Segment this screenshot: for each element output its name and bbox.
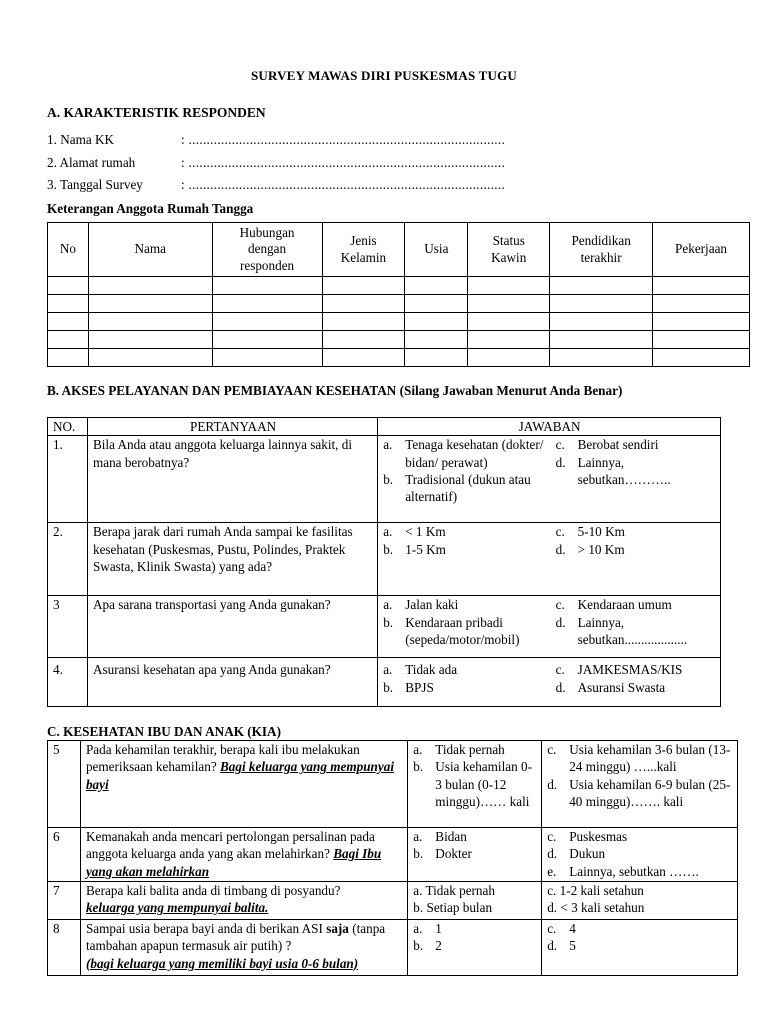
question-text: Apa sarana transportasi yang Anda gunakan? (87, 596, 377, 658)
answer-option-b[interactable]: b. Setiap bulan (413, 900, 493, 916)
col-header-nama: Nama (88, 223, 212, 277)
answer-option-c[interactable]: c. JAMKESMAS/KIS (555, 662, 683, 678)
answer-options-right (551, 658, 721, 707)
answer-option-c[interactable]: c. 5-10 Km (555, 524, 625, 540)
answer-option-e[interactable]: e. Lainnya, sebutkan ……. (547, 863, 699, 879)
col-header-pendidikan: Pendidikan terakhir (550, 223, 653, 277)
answer-option-a[interactable]: a. Bidan (413, 829, 467, 844)
target-note: keluarga yang mempunyai balita. (85, 900, 269, 916)
answer-options-right (551, 596, 721, 658)
answer-option-c[interactable]: c. Puskesmas (547, 829, 628, 844)
field-alamat-blank[interactable]: : ........................................................................................ (181, 155, 506, 170)
question-number: 8 (48, 920, 81, 976)
answer-options-left (408, 828, 542, 882)
col-header-no: NO. (48, 418, 88, 436)
section-b-heading: B. AKSES PELAYANAN DAN PEMBIAYAAN KESEHATAN (Silang Jawaban Menurut Anda Benar) (47, 383, 623, 398)
question-number: 4. (48, 658, 88, 707)
answer-options-left (378, 596, 551, 658)
col-header-no: No (48, 223, 89, 277)
answer-option-c[interactable]: c. Berobat sendiri (555, 437, 659, 453)
question-row (48, 596, 721, 658)
answer-options-right (542, 741, 738, 828)
answer-options-left (378, 523, 551, 596)
household-table-header (48, 223, 750, 277)
question-text: Berapa kali balita anda di timbang di posyandu? keluarga yang mempunyai balita. (80, 882, 407, 920)
answer-option-d[interactable]: d. Usia kehamilan 6-9 bulan (25-40 minggu)……. kali (547, 776, 731, 809)
answer-option-d[interactable]: d. Lainnya, sebutkan................... (555, 614, 688, 647)
answer-option-d[interactable]: d. < 3 kali setahun (547, 900, 645, 916)
target-note: Bagi Ibu yang akan melahirkan (85, 846, 382, 879)
answer-option-a[interactable]: a. < 1 Km (383, 524, 446, 540)
answer-options-right (551, 523, 721, 596)
section-c-table (47, 740, 738, 976)
section-a-heading: A. KARAKTERISTIK RESPONDEN (47, 105, 266, 120)
answer-options-left (408, 920, 542, 976)
answer-options-right (551, 436, 721, 523)
answer-option-b[interactable]: b. 1-5 Km (383, 541, 446, 557)
answer-options-right (542, 920, 738, 976)
col-header-usia: Usia (405, 223, 468, 277)
question-number: 5 (48, 741, 81, 828)
section-b-table-header (48, 418, 721, 436)
answer-option-d[interactable]: d. 5 (547, 938, 576, 954)
page-title: SURVEY MAWAS DIRI PUSKESMAS TUGU (251, 68, 517, 83)
answer-option-b[interactable]: b. Dokter (413, 846, 472, 862)
field-label-tanggal: 3. Tanggal Survey (47, 177, 143, 192)
table-row[interactable] (48, 295, 750, 313)
answer-option-a[interactable]: a. 1 (413, 921, 442, 936)
question-row (48, 741, 738, 828)
answer-option-c[interactable]: c. Kendaraan umum (555, 597, 672, 613)
table-row[interactable] (48, 349, 750, 367)
question-row (48, 658, 721, 707)
answer-option-a[interactable]: a. Jalan kaki (383, 597, 459, 613)
col-header-status-kawin: Status Kawin (468, 223, 550, 277)
answer-option-b[interactable]: b. Tradisional (dukun atau alternatif) (383, 471, 531, 505)
answer-option-d[interactable]: d. Lainnya, sebutkan……….. (555, 454, 671, 487)
answer-option-b[interactable]: b. 2 (413, 938, 442, 954)
answer-option-c[interactable]: c. 4 (547, 921, 576, 936)
question-row (48, 920, 738, 976)
answer-option-b[interactable]: b. Usia kehamilan 0-3 bulan (0-12 minggu)…… kali (413, 759, 532, 809)
answer-option-a[interactable]: a. Tidak pernah (413, 883, 495, 898)
answer-option-a[interactable]: a. Tidak pernah (413, 742, 505, 757)
answer-option-d[interactable]: d. Asuransi Swasta (555, 679, 666, 695)
col-header-hubungan: Hubungan dengan responden (212, 223, 322, 277)
answer-option-b[interactable]: b. Kendaraan pribadi (sepeda/motor/mobil) (383, 614, 520, 647)
question-text: Kemanakah anda mencari pertolongan persalinan pada anggota keluarga anda yang akan melahirkan? Bagi Ibu yang akan melahirkan (80, 828, 407, 882)
question-row (48, 828, 738, 882)
col-header-jawaban: JAWABAN (378, 418, 721, 436)
table-row[interactable] (48, 277, 750, 295)
household-table (47, 222, 750, 367)
question-row (48, 882, 738, 920)
question-text: Bila Anda atau anggota keluarga lainnya sakit, di mana berobatnya? (87, 436, 377, 523)
answer-option-d[interactable]: d. Dukun (547, 846, 606, 862)
answer-options-left (378, 436, 551, 523)
answer-options-right (542, 882, 738, 920)
answer-option-a[interactable]: a. Tidak ada (383, 662, 458, 678)
col-header-pekerjaan: Pekerjaan (653, 223, 750, 277)
question-number: 1. (48, 436, 88, 523)
table-row[interactable] (48, 331, 750, 349)
col-header-pertanyaan: PERTANYAAN (87, 418, 377, 436)
target-note: (bagi keluarga yang memiliki bayi usia 0-6 bulan) (85, 955, 359, 971)
household-subheading: Keterangan Anggota Rumah Tangga (47, 201, 254, 216)
answer-options-left (378, 658, 551, 707)
answer-options-right (542, 828, 738, 882)
field-nama-kk-blank[interactable]: : ........................................................................................ (181, 132, 506, 147)
answer-option-c[interactable]: c. 1-2 kali setahun (547, 883, 644, 898)
question-text: Pada kehamilan terakhir, berapa kali ibu melakukan pemeriksaan kehamilan? Bagi keluarga yang mempunyai bayi (80, 741, 407, 828)
field-label-nama-kk: 1. Nama KK (47, 132, 115, 147)
question-text: Sampai usia berapa bayi anda di berikan ASI saja (tanpa tambahan apapun termasuk air putih) ? (bagi keluarga yang memiliki bayi usia 0-6 bulan) (80, 920, 407, 976)
target-note: Bagi keluarga yang mempunyai bayi (85, 759, 394, 792)
field-label-alamat: 2. Alamat rumah (47, 155, 136, 170)
answer-option-c[interactable]: c. Usia kehamilan 3-6 bulan (13-24 minggu) …...kali (547, 742, 731, 775)
question-number: 7 (48, 882, 81, 920)
answer-option-a[interactable]: a. Tenaga kesehatan (dokter/ bidan/ perawat) (383, 437, 544, 470)
field-tanggal-blank[interactable]: : ........................................................................................ (181, 177, 506, 192)
question-number: 3 (48, 596, 88, 658)
section-c-heading: C. KESEHATAN IBU DAN ANAK (KIA) (47, 724, 281, 739)
section-b-table (47, 417, 721, 707)
question-number: 6 (48, 828, 81, 882)
answer-option-d[interactable]: d. > 10 Km (555, 541, 625, 557)
table-row[interactable] (48, 313, 750, 331)
answer-options-left (408, 882, 542, 920)
question-text: Asuransi kesehatan apa yang Anda gunakan? (87, 658, 377, 707)
col-header-jenis-kelamin: Jenis Kelamin (322, 223, 405, 277)
answer-options-left (408, 741, 542, 828)
answer-option-b[interactable]: b. BPJS (383, 679, 434, 695)
question-row (48, 436, 721, 523)
question-number: 2. (48, 523, 88, 596)
question-row (48, 523, 721, 596)
question-text: Berapa jarak dari rumah Anda sampai ke fasilitas kesehatan (Puskesmas, Pustu, Polindes, Praktek Swasta, Klinik Swasta) yang ada? (87, 523, 377, 596)
